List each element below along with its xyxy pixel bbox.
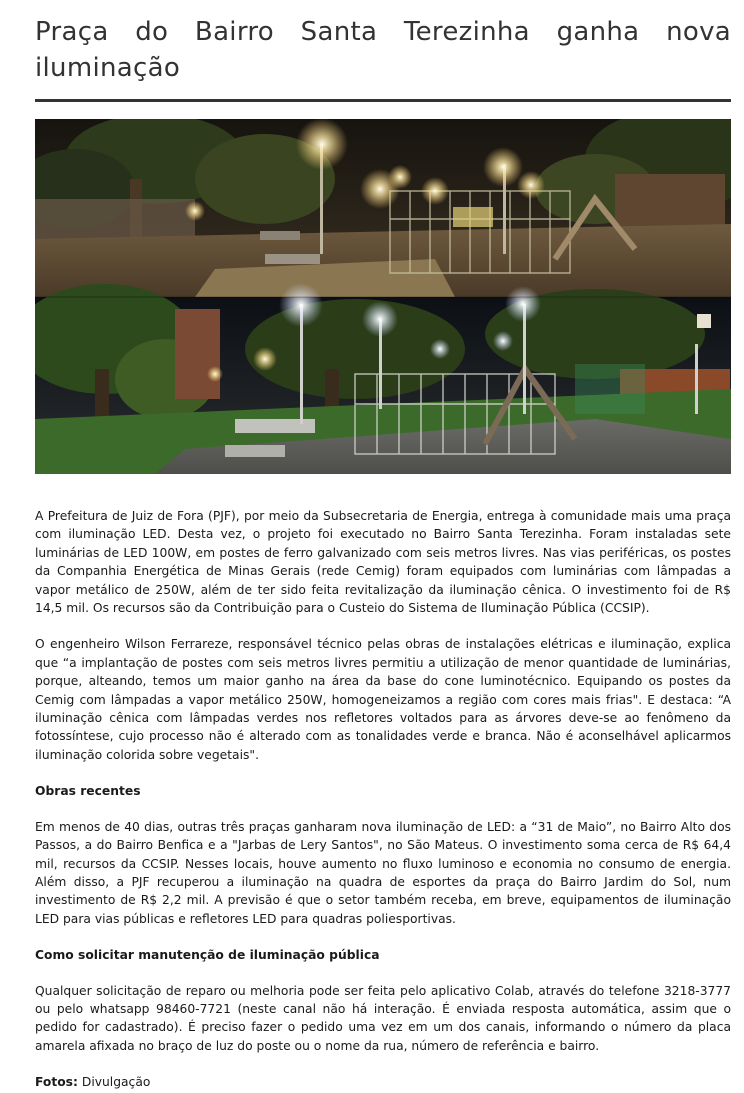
paragraph-2: O engenheiro Wilson Ferrareze, responsável técnico pelas obras de instalações elétricas e iluminação, explica que “a implantação de postes com seis metros livres permitiu a utilização de menor quantidade de luminárias, porque, alteando, temos um maior ganho na área da base do cone luminotécnico. Equipando os postes da Cemig com lâmpadas a vapor metálico 250W, homogeneizamos a região com cores mais frias". E destaca: “A iluminação cênica com lâmpadas verdes nos refletores voltados para as árvores deve-se ao fenômeno da fotossíntese, cujo processo não é alterado com as tonalidades verde e branca. Não é aconselhável aplicarmos iluminação colorida sobre vegetais". (35, 637, 731, 762)
paragraph-3: Em menos de 40 dias, outras três praças ganharam nova iluminação de LED: a “31 de Maio”, no Bairro Alto dos Passos, a do Bairro Benfica e a "Jarbas de Lery Santos", no São Mateus. O investimento soma cerca de R$ 64,4 mil, recursos da CCSIP. Nesses locais, houve aumento no fluxo luminoso e economia no consumo de energia. Além disso, a PJF recuperou a iluminação na quadra de esportes da praça do Bairro Jardim do Sol, num investimento de R$ 2,2 mil. A previsão é que o setor também receba, em breve, equipamentos de iluminação LED para vias públicas e refletores LED para quadras poliesportivas. (35, 819, 731, 926)
section-heading-obras-recentes: Obras recentes (35, 784, 141, 799)
article-title: Praça do Bairro Santa Terezinha ganha nova iluminação (35, 17, 731, 83)
article-photo[interactable] (35, 119, 731, 474)
paragraph-4: Qualquer solicitação de reparo ou melhoria pode ser feita pelo aplicativo Colab, através do telefone 3218-3777 ou pelo whatsapp 98460-7721 (neste canal não há interação. É enviada resposta automática, assim que o pedido for cadastrado). É preciso fazer o pedido uma vez em um dos canais, informando o número da placa amarela afixada no braço de luz do poste ou o nome da rua, número de referência e bairro. (35, 983, 731, 1053)
photo-credit (35, 1073, 731, 1091)
photo-credit-label: Fotos: (35, 1075, 78, 1090)
photo-credit-value: Divulgação (81, 1075, 151, 1090)
title-divider (35, 99, 731, 102)
article-body (35, 507, 731, 1092)
paragraph-1: A Prefeitura de Juiz de Fora (PJF), por meio da Subsecretaria de Energia, entrega à comunidade mais uma praça com iluminação LED. Desta vez, o projeto foi executado no Bairro Santa Terezinha. Foram instaladas sete luminárias de LED 100W, em postes de ferro galvanizado com seis metros livres. Nas vias periféricas, os postes da Companhia Energética de Minas Gerais (rede Cemig) foram equipados com luminárias com lâmpadas a vapor metálico de 250W, além de ter sido feita revitalização da iluminação cênica. O investimento foi de R$ 14,5 mil. Os recursos são da Contribuição para o Custeio do Sistema de Iluminação Pública (CCSIP). (35, 509, 731, 616)
article (35, 0, 731, 1092)
section-heading-manutencao: Como solicitar manutenção de iluminação pública (35, 948, 380, 963)
